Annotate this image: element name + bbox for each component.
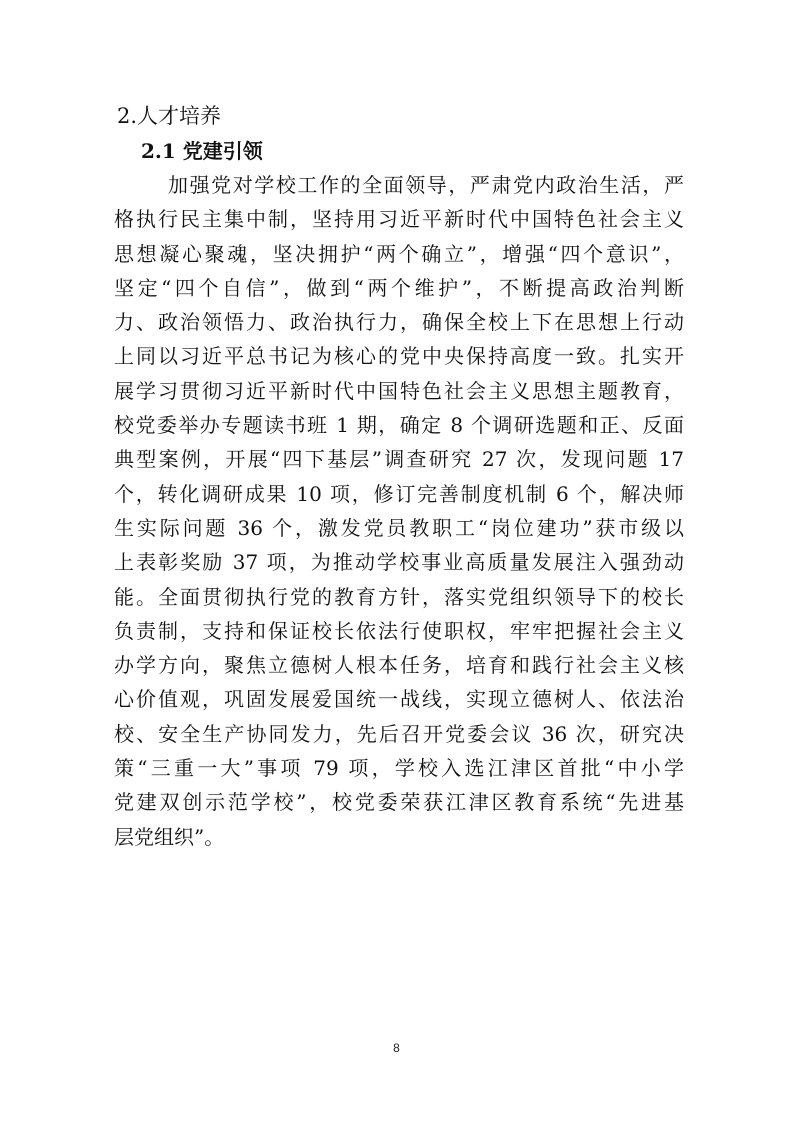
paragraph-line: 校、安全生产协同发力，先后召开党委会议 36 次，研究决 <box>114 721 684 746</box>
paragraph-line: 心价值观，巩固发展爱国统一战线，实现立德树人、依法治 <box>114 687 684 712</box>
page-number: 8 <box>393 1041 400 1055</box>
paragraph-line: 上同以习近平总书记为核心的党中央保持高度一致。扎实开 <box>114 344 684 369</box>
body-paragraph <box>114 168 684 854</box>
paragraph-line: 坚定“四个自信”，做到“两个维护”，不断提高政治判断 <box>114 275 684 300</box>
paragraph-line: 办学方向，聚焦立德树人根本任务，培育和践行社会主义核 <box>114 653 684 678</box>
paragraph-line: 展学习贯彻习近平新时代中国特色社会主义思想主题教育， <box>114 378 684 403</box>
section-heading: 2.人才培养 <box>117 104 222 128</box>
paragraph-line: 能。全面贯彻执行党的教育方针，落实党组织领导下的校长 <box>114 584 684 609</box>
paragraph-line: 层党组织”。 <box>114 824 225 849</box>
subsection-heading: 2.1 党建引领 <box>141 139 263 163</box>
paragraph-line: 个，转化调研成果 10 项，修订完善制度机制 6 个，解决师 <box>114 481 684 506</box>
paragraph-line: 典型案例，开展“四下基层”调查研究 27 次，发现问题 17 <box>114 447 684 472</box>
paragraph-line: 力、政治领悟力、政治执行力，确保全校上下在思想上行动 <box>114 310 684 335</box>
paragraph-line: 策“三重一大”事项 79 项，学校入选江津区首批“中小学 <box>114 756 684 781</box>
paragraph-line: 校党委举办专题读书班 1 期，确定 8 个调研选题和正、反面 <box>114 413 684 438</box>
paragraph-line: 格执行民主集中制，坚持用习近平新时代中国特色社会主义 <box>114 207 684 232</box>
paragraph-line: 生实际问题 36 个，激发党员教职工“岗位建功”获市级以 <box>114 515 684 540</box>
paragraph-line: 党建双创示范学校”，校党委荣获江津区教育系统“先进基 <box>114 790 684 815</box>
paragraph-line: 思想凝心聚魂，坚决拥护“两个确立”，增强“四个意识”， <box>114 241 684 266</box>
paragraph-line: 加强党对学校工作的全面领导，严肃党内政治生活，严 <box>168 173 684 197</box>
paragraph-line: 上表彰奖励 37 项，为推动学校事业高质量发展注入强劲动 <box>114 550 684 575</box>
paragraph-line: 负责制，支持和保证校长依法行使职权，牢牢把握社会主义 <box>114 618 684 643</box>
